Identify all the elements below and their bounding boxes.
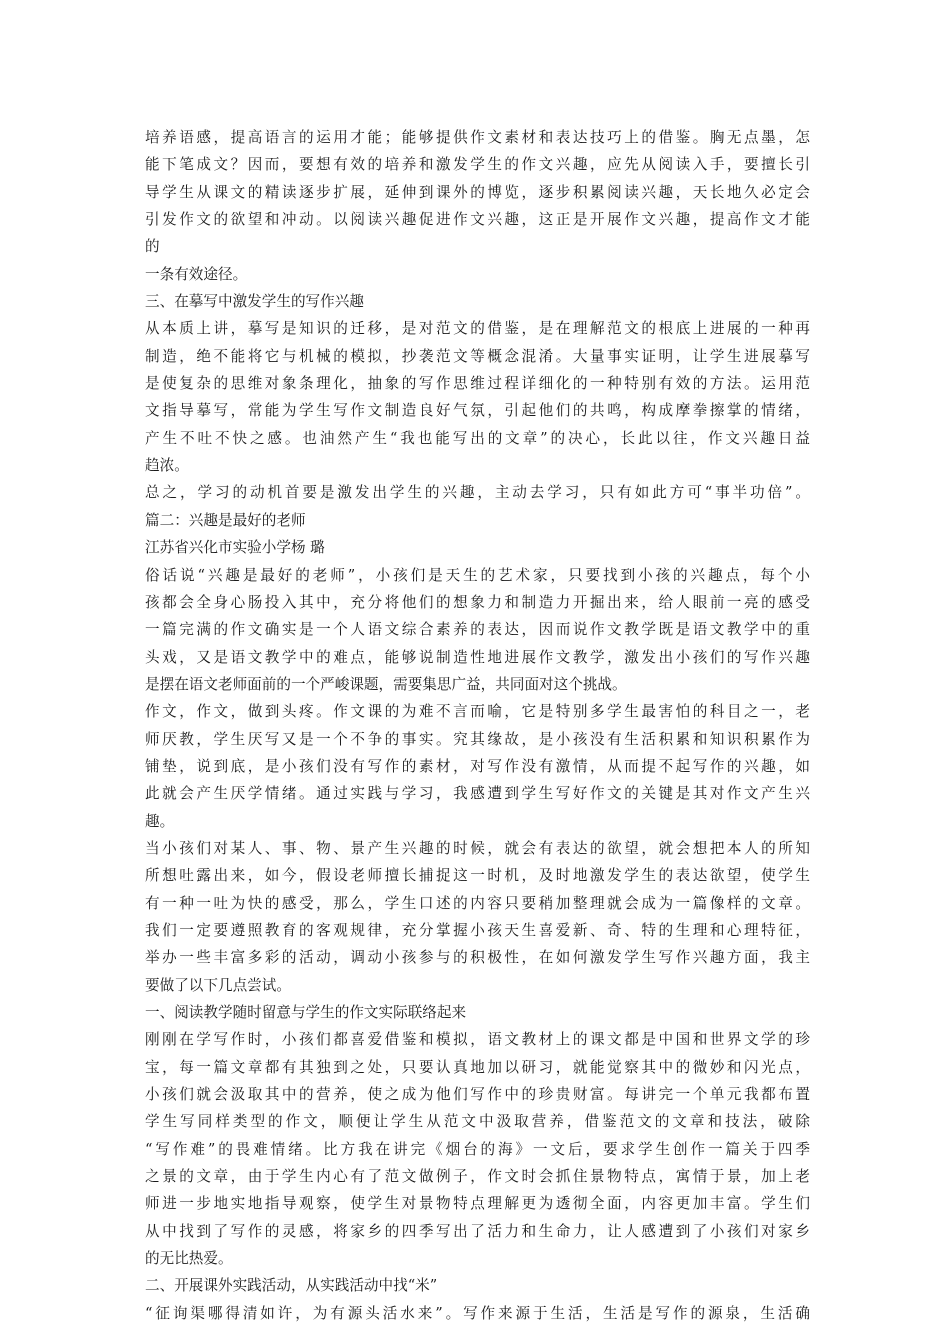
text-line: 宝，每一篇文章都有其独到之处，只要认真地加以研习，就能觉察其中的微妙和闪光点， (145, 1058, 810, 1076)
text-line: 制造，绝不能将它与机械的模拟，抄袭范文等概念混淆。大量事实证明，让学生进展摹写 (145, 347, 810, 365)
text-line: 学生写同样类型的作文，顺便让学生从范文中汲取营养，借鉴范文的文章和技法，破除 (145, 1113, 810, 1131)
text-line: 孩都会全身心肠投入其中，充分将他们的想象力和制造力开掘出来，给人眼前一亮的感受 (145, 593, 810, 611)
text-line: 是使复杂的思维对象条理化，抽象的写作思维过程详细化的一种特别有效的方法。运用范 (145, 375, 810, 393)
text-line: 所想吐露出来，如今，假设老师擅长捕捉这一时机，及时地激发学生的表达欲望，使学生 (145, 867, 810, 885)
text-line: 师厌教，学生厌写又是一个不争的事实。究其缘故，是小孩没有生活积累和知识积累作为 (145, 730, 810, 748)
text-line: 的 (145, 238, 160, 256)
text-line: “写作难”的畏难情绪。比方我在讲完《烟台的海》一文后，要求学生创作一篇关于四季 (145, 1140, 810, 1158)
text-line: 一篇完满的作文确实是一个人语文综合素养的表达，因而说作文教学既是语文教学中的重 (145, 621, 810, 639)
text-line: 篇二：兴趣是最好的老师 (145, 511, 306, 529)
text-line: 头戏，又是语文教学中的难点，能够说制造性地进展作文教学，激发出小孩们的写作兴趣 (145, 648, 810, 666)
text-line: 是摆在语文老师面前的一个严峻课题，需要集思广益，共同面对这个挑战。 (145, 675, 627, 693)
text-line: 培养语感，提高语言的运用才能；能够提供作文素材和表达技巧上的借鉴。胸无点墨，怎 (145, 129, 810, 146)
text-line: 从中找到了写作的灵感，将家乡的四季写出了活力和生命力，让人感遭到了小孩们对家乡 (145, 1222, 810, 1240)
text-line: 趣。 (145, 812, 175, 830)
text-line: 二、开展课外实践活动，从实践活动中找“米” (145, 1277, 438, 1295)
text-line: 有一种一吐为快的感受，那么，学生口述的内容只要稍加整理就会成为一篇像样的文章。 (145, 894, 810, 912)
text-line: 要做了以下几点尝试。 (145, 976, 291, 994)
text-line: 此就会产生厌学情绪。通过实践与学习，我感遭到学生写好作文的关键是其对作文产生兴 (145, 785, 810, 803)
text-line: 举办一些丰富多彩的活动，调动小孩参与的积极性，在如何激发学生写作兴趣方面，我主 (145, 949, 810, 967)
text-line: 三、在摹写中激发学生的写作兴趣 (145, 293, 364, 311)
text-line: 作文，作文，做到头疼。作文课的为难不言而喻，它是特别多学生最害怕的科目之一，老 (145, 703, 810, 721)
text-line: 师进一步地实地指导观察，使学生对景物特点理解更为透彻全面，内容更加丰富。学生们 (145, 1195, 810, 1213)
text-line: 一条有效途径。 (145, 265, 248, 283)
text-line: 之景的文章，由于学生内心有了范文做例子，作文时会抓住景物特点，寓情于景，加上老 (145, 1168, 810, 1186)
text-line: 一、阅读教学随时留意与学生的作文实际联络起来 (145, 1004, 467, 1021)
text-line: 我们一定要遵照教育的客观规律，充分掌握小孩天生喜爱新、奇、特的生理和心理特征， (145, 921, 810, 939)
text-line: 铺垫，说到底，是小孩们没有写作的素材，对写作没有激情，从而提不起写作的兴趣，如 (145, 757, 810, 775)
text-line: 引发作文的欲望和冲动。以阅读兴趣促进作文兴趣，这正是开展作文兴趣，提高作文才能 (145, 211, 810, 229)
text-line: 能下笔成文？因而，要想有效的培养和激发学生的作文兴趣，应先从阅读入手，要擅长引 (145, 156, 810, 174)
text-line: 趋浓。 (145, 457, 189, 475)
text-line: 产生不吐不快之感。也油然产生“我也能写出的文章”的决心，长此以往，作文兴趣日益 (145, 429, 810, 447)
text-line: “征询渠哪得清如许，为有源头活水来”。写作来源于生活，生活是写作的源泉，生活确 (145, 1304, 810, 1322)
text-line: 总之，学习的动机首要是激发出学生的兴趣，主动去学习，只有如此方可“事半功倍”。 (145, 484, 810, 502)
document-page (145, 124, 810, 1327)
text-line: 从本质上讲，摹写是知识的迁移，是对范文的借鉴，是在理解范文的根底上进展的一种再 (145, 320, 810, 338)
text-line: 江苏省兴化市实验小学杨 璐 (145, 539, 325, 557)
text-line: 当小孩们对某人、事、物、景产生兴趣的时候，就会有表达的欲望，就会想把本人的所知 (145, 839, 810, 857)
text-line: 俗话说“兴趣是最好的老师”，小孩们是天生的艺术家，只要找到小孩的兴趣点，每个小 (145, 566, 810, 584)
text-line: 小孩们就会汲取其中的营养，使之成为他们写作中的珍贵财富。每讲完一个单元我都布置 (145, 1086, 810, 1104)
text-line: 的无比热爱。 (145, 1250, 233, 1268)
text-line: 文指导摹写，常能为学生写作文制造良好气氛，引起他们的共鸣，构成摩拳擦掌的情绪， (145, 402, 810, 420)
text-line: 导学生从课文的精读逐步扩展，延伸到课外的博览，逐步积累阅读兴趣，天长地久必定会 (145, 183, 810, 201)
text-line: 刚刚在学写作时，小孩们都喜爱借鉴和模拟，语文教材上的课文都是中国和世界文学的珍 (145, 1031, 810, 1049)
